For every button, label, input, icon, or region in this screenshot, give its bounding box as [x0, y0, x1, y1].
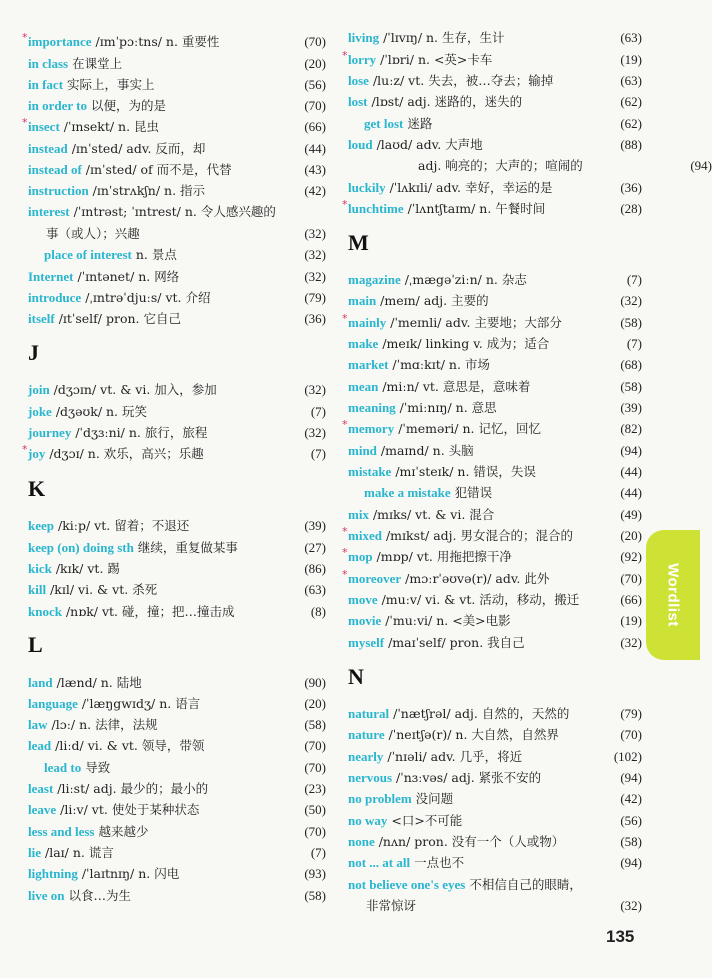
section-letter: J [28, 340, 39, 365]
wordlist-entry [348, 379, 642, 395]
definition: /liːst/ adj. 最少的；最小的 [57, 781, 209, 796]
headword: insect [28, 119, 60, 134]
page-reference: (20) [304, 696, 326, 711]
definition: /ˈlaɪtnɪŋ/ n. 闪电 [81, 866, 180, 881]
page-reference: (70) [304, 824, 326, 839]
headword: least [28, 781, 54, 796]
wordlist-entry [28, 269, 326, 285]
headword: law [28, 717, 48, 732]
wordlist-entry [28, 247, 326, 263]
definition: /mɔːrˈəʊvə(r)/ adv. 此外 [405, 571, 550, 586]
wordlist-entry [28, 77, 326, 93]
wordlist-entry [28, 738, 326, 754]
page-number: 135 [606, 927, 635, 946]
page-reference: (90) [304, 675, 326, 690]
wordlist-entry [28, 382, 326, 398]
wordlist-entry [342, 198, 642, 217]
page-reference: (93) [304, 866, 326, 881]
definition: /liːd/ vi. & vt. 领导，带领 [55, 738, 205, 753]
headword: loud [348, 137, 373, 152]
headword: keep (on) doing sth [28, 540, 134, 555]
page-reference: (19) [620, 613, 642, 628]
page-reference: (68) [620, 357, 642, 372]
wordlist-entry [342, 312, 642, 331]
headword: lose [348, 73, 369, 88]
headword: mistake [348, 464, 392, 479]
headword: place of interest [44, 247, 132, 262]
definition: /ɪtˈself/ pron. 它自己 [58, 311, 181, 326]
page-reference: (88) [620, 137, 642, 152]
definition: 事（或人）；兴趣 [46, 226, 140, 241]
definition: /kɪl/ vi. & vt. 杀死 [50, 582, 158, 597]
page-reference: (66) [304, 119, 326, 134]
wordlist-entry [28, 866, 326, 882]
definition: /ˈɪnsekt/ n. 昆虫 [63, 119, 160, 134]
definition: /liːv/ vt. 使处于某种状态 [60, 802, 200, 817]
wordlist-entry [28, 404, 326, 420]
page-reference: (58) [304, 717, 326, 732]
definition: /ˈlæŋgwɪdʒ/ n. 语言 [81, 696, 201, 711]
headword: make [348, 336, 379, 351]
page-reference: (20) [620, 528, 642, 543]
headword: not ... at all [348, 855, 411, 870]
headword: land [28, 675, 53, 690]
wordlist-entry [348, 749, 642, 765]
page-reference: (56) [304, 77, 326, 92]
headword: living [348, 30, 380, 45]
definition: /dʒɔɪn/ vt. & vi. 加入，参加 [53, 382, 217, 397]
wordlist-tab-label: Wordlist [664, 563, 682, 627]
headword: none [348, 834, 375, 849]
asterisk-icon: * [342, 525, 348, 538]
wordlist-entry [348, 727, 642, 743]
definition: 没问题 [415, 791, 454, 806]
headword: lie [28, 845, 41, 860]
wordlist-entry [28, 540, 326, 556]
page-reference: (19) [620, 52, 642, 67]
wordlist-entry [348, 137, 642, 153]
wordlist-entry [22, 31, 326, 50]
wordlist-entry [348, 813, 642, 829]
headword: introduce [28, 290, 82, 305]
page-reference: (36) [304, 311, 326, 326]
headword: importance [28, 34, 92, 49]
headword: mixed [348, 528, 382, 543]
wordlist-entry [348, 73, 642, 89]
page-reference: (82) [620, 421, 642, 436]
page-reference: (63) [620, 30, 642, 45]
headword: knock [28, 604, 62, 619]
wordlist-entry [28, 311, 326, 327]
definition: /ˈlʌntʃtaɪm/ n. 午餐时间 [407, 201, 546, 216]
asterisk-icon: * [342, 546, 348, 559]
definition: /dʒəʊk/ n. 玩笑 [55, 404, 148, 419]
definition: /ɪnˈstrʌkʃn/ n. 指示 [92, 183, 206, 198]
page-reference: (28) [620, 201, 642, 216]
definition: /ˈnætʃrəl/ adj. 自然的，天然的 [393, 706, 570, 721]
wordlist-entry [342, 418, 642, 437]
wordlist-entry [348, 293, 642, 309]
wordlist-entry [28, 518, 326, 534]
definition: 一点也不 [414, 855, 465, 870]
wordlist-entry [342, 568, 642, 587]
page-reference: (32) [304, 425, 326, 440]
wordlist-entry [348, 706, 642, 722]
wordlist-entry [28, 141, 326, 157]
wordlist-entry [348, 877, 642, 893]
page-reference: (70) [620, 727, 642, 742]
page-reference: (79) [304, 290, 326, 305]
page-reference: (70) [304, 760, 326, 775]
page-reference: (32) [620, 293, 642, 308]
headword: less and less [28, 824, 95, 839]
headword: natural [348, 706, 390, 721]
wordlist-entry [28, 845, 326, 861]
section-letter: N [348, 664, 364, 689]
definition: /ˈɪntrəst; ˈɪntrest/ n. 令人感兴趣的 [73, 204, 276, 219]
wordlist-entry [348, 158, 712, 174]
page-reference: (44) [304, 141, 326, 156]
headword: kill [28, 582, 47, 597]
headword: myself [348, 635, 385, 650]
page-reference: (58) [620, 379, 642, 394]
wordlist-entry [348, 464, 642, 480]
wordlist-entry [348, 613, 642, 629]
page-reference: (62) [620, 94, 642, 109]
definition: 在课堂上 [72, 56, 123, 71]
wordlist-entry [28, 204, 326, 220]
page-reference: (79) [620, 706, 642, 721]
wordlist-entry [348, 30, 642, 46]
wordlist-entry [28, 425, 326, 441]
page-reference: (86) [304, 561, 326, 576]
page-reference: (32) [304, 226, 326, 241]
headword: interest [28, 204, 70, 219]
headword: make a mistake [364, 485, 451, 500]
definition: 以食…为生 [68, 888, 131, 903]
definition: /ˈɪntənet/ n. 网络 [77, 269, 180, 284]
page-reference: (58) [620, 834, 642, 849]
page-reference: (94) [620, 443, 642, 458]
headword: nearly [348, 749, 384, 764]
wordlist-entry [28, 888, 326, 904]
page-reference: (32) [304, 269, 326, 284]
wordlist-entry [22, 443, 326, 462]
definition: /nʌn/ pron. 没有一个（人或物） [378, 834, 565, 849]
definition: /ɪmˈpɔːtns/ n. 重要性 [95, 34, 220, 49]
headword: no way [348, 813, 388, 828]
headword: itself [28, 311, 55, 326]
headword: in order to [28, 98, 87, 113]
definition: /ˌmægəˈziːn/ n. 杂志 [404, 272, 527, 287]
page-reference: (42) [620, 791, 642, 806]
definition: /meɪn/ adj. 主要的 [380, 293, 489, 308]
asterisk-icon: * [22, 116, 28, 129]
definition: /maɪnd/ n. 头脑 [380, 443, 474, 458]
headword: nature [348, 727, 385, 742]
wordlist-entry [28, 604, 326, 620]
definition: 犯错误 [454, 485, 493, 500]
definition: /ɪnˈsted/ of 而不是，代替 [85, 162, 232, 177]
definition: /laʊd/ adv. 大声地 [376, 137, 483, 152]
definition: /mɒp/ vt. 用拖把擦干净 [376, 549, 512, 564]
definition: /mɪks/ vt. & vi. 混合 [372, 507, 495, 522]
definition: 越来越少 [98, 824, 149, 839]
page-reference: (39) [620, 400, 642, 415]
wordlist-entry [28, 561, 326, 577]
wordlist-entry [28, 696, 326, 712]
wordlist-side-tab [646, 530, 700, 660]
definition: /nɒk/ vt. 碰，撞；把…撞击成 [65, 604, 235, 619]
headword: magazine [348, 272, 401, 287]
definition: /ˈneɪtʃə(r)/ n. 大自然，自然界 [388, 727, 559, 742]
definition: /ˈdʒɜːni/ n. 旅行，旅程 [75, 425, 208, 440]
definition: /kiːp/ vt. 留着；不退还 [57, 518, 190, 533]
definition: /ˌɪntrəˈdjuːs/ vt. 介绍 [85, 290, 211, 305]
headword: keep [28, 518, 54, 533]
headword: lost [348, 94, 368, 109]
headword: journey [28, 425, 72, 440]
definition: /laɪ/ n. 谎言 [44, 845, 114, 860]
page-reference: (32) [620, 635, 642, 650]
page-reference: (70) [620, 571, 642, 586]
definition: 实际上，事实上 [67, 77, 155, 92]
page-reference: (66) [620, 592, 642, 607]
page-reference: (42) [304, 183, 326, 198]
wordlist-entry [348, 507, 642, 523]
definition: 导致 [85, 760, 111, 775]
headword: join [28, 382, 50, 397]
wordlist-entry [28, 183, 326, 199]
headword: luckily [348, 180, 386, 195]
definition: /ˈmuːvi/ n. <美>电影 [385, 613, 511, 628]
wordlist-entry [28, 675, 326, 691]
headword: no problem [348, 791, 412, 806]
section-letter: K [28, 476, 46, 501]
page-reference: (32) [304, 247, 326, 262]
headword: instruction [28, 183, 89, 198]
page-reference: (39) [304, 518, 326, 533]
definition: 非常惊讶 [366, 898, 417, 913]
headword: instead of [28, 162, 82, 177]
asterisk-icon: * [342, 418, 348, 431]
asterisk-icon: * [22, 31, 28, 44]
definition: /ˈmeməri/ n. 记忆，回忆 [398, 421, 541, 436]
headword: get lost [364, 116, 404, 131]
headword: lead to [44, 760, 82, 775]
page-reference: (56) [620, 813, 642, 828]
wordlist-entry [28, 717, 326, 733]
definition: /mɪˈsteɪk/ n. 错误，失误 [395, 464, 536, 479]
page-reference: (63) [620, 73, 642, 88]
definition: /ˈmeɪnli/ adv. 主要地；大部分 [390, 315, 562, 330]
wordlist-entry [348, 855, 642, 871]
headword: lead [28, 738, 52, 753]
wordlist-entry [348, 443, 642, 459]
headword: not believe one's eyes [348, 877, 466, 892]
headword: live on [28, 888, 65, 903]
page-reference: (94) [620, 770, 642, 785]
definition: /ˈmiːnɪŋ/ n. 意思 [399, 400, 497, 415]
definition: /lɒst/ adj. 迷路的，迷失的 [371, 94, 523, 109]
page-reference: (44) [620, 464, 642, 479]
wordlist-entry [348, 400, 642, 416]
headword: move [348, 592, 378, 607]
wordlist-entry [348, 116, 642, 132]
definition: 继续，重复做某事 [137, 540, 238, 555]
asterisk-icon: * [342, 312, 348, 325]
asterisk-icon: * [342, 49, 348, 62]
section-letter: M [348, 230, 369, 255]
page-reference: (7) [626, 336, 642, 351]
page-reference: (20) [304, 56, 326, 71]
definition: /ˈnɪəli/ adv. 几乎，将近 [387, 749, 523, 764]
headword: lorry [348, 52, 377, 67]
definition: /lænd/ n. 陆地 [56, 675, 142, 690]
wordlist-entry [28, 802, 326, 818]
page-reference: (8) [310, 604, 326, 619]
definition: /dʒɔɪ/ n. 欢乐，高兴；乐趣 [49, 446, 204, 461]
wordlist-entry [348, 791, 642, 807]
page-reference: (70) [304, 738, 326, 753]
page-reference: (102) [613, 749, 642, 764]
page-reference: (50) [304, 802, 326, 817]
page-reference: (58) [304, 888, 326, 903]
page-reference: (70) [304, 98, 326, 113]
page-reference: (62) [620, 116, 642, 131]
wordlist-entry [22, 116, 326, 135]
definition: /mɪkst/ adj. 男女混合的；混合的 [385, 528, 573, 543]
page-reference: (92) [620, 549, 642, 564]
definition: 以便，为的是 [90, 98, 166, 113]
definition: /miːn/ vt. 意思是，意味着 [382, 379, 531, 394]
definition: 不相信自己的眼睛， [469, 877, 582, 892]
wordlist-entry [348, 635, 642, 651]
definition: /maɪˈself/ pron. 我自己 [388, 635, 525, 650]
page-reference: (49) [620, 507, 642, 522]
wordlist-entry [28, 824, 326, 840]
page-reference: (58) [620, 315, 642, 330]
definition: /luːz/ vt. 失去，被…夺去；输掉 [372, 73, 554, 88]
headword: market [348, 357, 389, 372]
definition: /meɪk/ linking v. 成为；适合 [382, 336, 550, 351]
definition: 迷路 [407, 116, 433, 131]
headword: mean [348, 379, 379, 394]
headword: meaning [348, 400, 396, 415]
headword: joy [28, 446, 46, 461]
headword: lightning [28, 866, 78, 881]
wordlist-entry [28, 290, 326, 306]
wordlist-entry [348, 485, 642, 501]
wordlist-entry [28, 56, 326, 72]
headword: mix [348, 507, 369, 522]
page-reference: (70) [304, 34, 326, 49]
page-reference: (32) [620, 898, 642, 913]
wordlist-entry [348, 180, 642, 196]
page-reference: (32) [304, 382, 326, 397]
headword: in fact [28, 77, 64, 92]
section-letter: L [28, 632, 43, 657]
page-reference: (44) [620, 485, 642, 500]
page-reference: (7) [310, 404, 326, 419]
headword: nervous [348, 770, 393, 785]
headword: movie [348, 613, 382, 628]
wordlist-entry [28, 226, 326, 242]
page-reference: (7) [626, 272, 642, 287]
wordlist-entry [28, 781, 326, 797]
headword: kick [28, 561, 52, 576]
page-reference: (63) [304, 582, 326, 597]
wordlist-entry [348, 357, 642, 373]
page-reference: (7) [310, 446, 326, 461]
headword: leave [28, 802, 57, 817]
headword: memory [348, 421, 395, 436]
asterisk-icon: * [342, 568, 348, 581]
page-reference: (94) [690, 158, 712, 173]
definition: adj. 响亮的；大声的；喧闹的 [418, 158, 583, 173]
definition: n. 景点 [135, 247, 177, 262]
wordlist-entry [28, 162, 326, 178]
wordlist-entry [342, 546, 642, 565]
definition: /ˈnɜːvəs/ adj. 紧张不安的 [396, 770, 542, 785]
wordlist-entry [28, 760, 326, 776]
wordlist-entry [348, 272, 642, 288]
page-reference: (94) [620, 855, 642, 870]
headword: Internet [28, 269, 74, 284]
wordlist-entry [348, 898, 642, 914]
asterisk-icon: * [342, 198, 348, 211]
definition: /ˈlɪvɪŋ/ n. 生存，生计 [383, 30, 505, 45]
headword: language [28, 696, 78, 711]
wordlist-entry [348, 834, 642, 850]
headword: in class [28, 56, 69, 71]
headword: mind [348, 443, 377, 458]
wordlist-entry [348, 336, 642, 352]
headword: mop [348, 549, 373, 564]
page-reference: (27) [304, 540, 326, 555]
wordlist-entry [342, 49, 642, 68]
headword: lunchtime [348, 201, 404, 216]
definition: /muːv/ vi. & vt. 活动，移动，搬迁 [381, 592, 580, 607]
page-reference: (23) [304, 781, 326, 796]
wordlist-entry [348, 94, 642, 110]
wordlist-entry [348, 770, 642, 786]
wordlist-entry [342, 525, 642, 544]
wordlist-entry [348, 592, 642, 608]
definition: /ˈlʌkɪli/ adv. 幸好，幸运的是 [389, 180, 553, 195]
headword: instead [28, 141, 68, 156]
definition: /ɪnˈsted/ adv. 反而，却 [71, 141, 206, 156]
definition: /lɔː/ n. 法律，法规 [51, 717, 158, 732]
page-reference: (36) [620, 180, 642, 195]
asterisk-icon: * [22, 443, 28, 456]
page-reference: (7) [310, 845, 326, 860]
wordlist-entry [28, 582, 326, 598]
page-reference: (43) [304, 162, 326, 177]
wordlist-entry [28, 98, 326, 114]
definition: <口>不可能 [391, 813, 463, 828]
headword: moreover [348, 571, 402, 586]
headword: main [348, 293, 377, 308]
definition: /kɪk/ vt. 踢 [55, 561, 120, 576]
definition: /ˈmɑːkɪt/ n. 市场 [392, 357, 490, 372]
headword: joke [28, 404, 52, 419]
headword: mainly [348, 315, 387, 330]
definition: /ˈlɒri/ n. <英>卡车 [380, 52, 493, 67]
